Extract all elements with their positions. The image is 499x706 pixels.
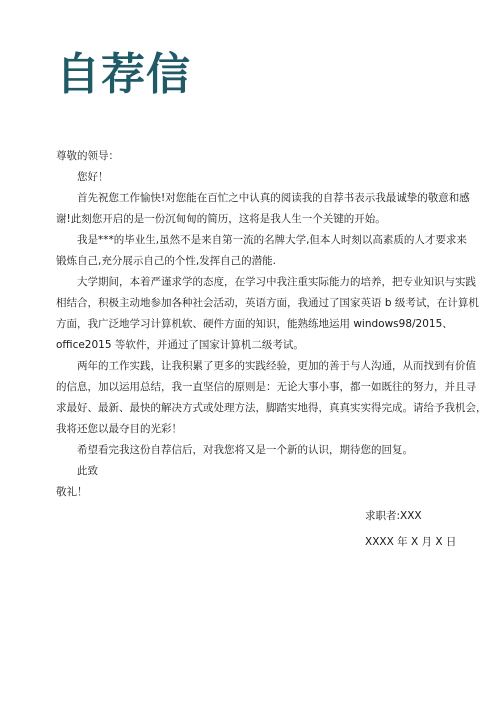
paragraph-4	[56, 356, 487, 440]
letter-body	[56, 146, 487, 503]
signature-date: XXXX 年 X 月 X 日	[365, 536, 457, 548]
paragraph-line: 我是***的毕业生,虽然不是来自第一流的名牌大学,但本人时刻以高素质的人才要求来	[77, 234, 467, 246]
paragraph-line: 求最好、最新、最快的解决方式或处理方法，脚踏实地得，真真实实得完成。请给予我机会，	[56, 402, 487, 414]
salutation: 尊敬的领导：	[56, 150, 119, 162]
paragraph-line: office2015 等软件，并通过了国家计算机二级考试。	[56, 339, 304, 351]
signature-block	[365, 506, 456, 553]
paragraph-5	[56, 440, 448, 461]
paragraph-line: 谢!此刻您开启的是一份沉甸甸的简历，这将是我人生一个关键的开始。	[56, 213, 386, 225]
paragraph-line: 大学期间，本着严谨求学的态度，在学习中我注重实际能力的培养，把专业知识与实践	[77, 276, 476, 288]
paragraph-line: 希望看完我这份自荐信后，对我您将又是一个新的认识，期待您的回复。	[77, 444, 413, 456]
page-title: 自荐信	[56, 49, 191, 100]
paragraph-3	[56, 272, 479, 356]
paragraph-line: 首先祝您工作愉快!对您能在百忙之中认真的阅读我的自荐书表示我最诚挚的敬意和感	[77, 192, 470, 204]
paragraph-line: 锻炼自己,充分展示自己的个性,发挥自己的潜能.	[56, 255, 277, 267]
paragraph-line: 相结合，积极主动地参加各种社会活动，英语方面，我通过了国家英语 b 级考试，在计算机	[56, 297, 479, 309]
paragraph-1	[56, 188, 470, 230]
paragraph-line: 方面，我广泛地学习计算机软、硬件方面的知识，能熟练地运用 windows98/2015、	[56, 318, 453, 330]
regards: 敬礼！	[56, 486, 88, 498]
paragraph-2	[56, 230, 467, 272]
paragraph-line: 的信息，加以运用总结，我一直坚信的原则是：无论大事小事，都一如既往的努力，并且寻	[56, 381, 476, 393]
greeting: 您好！	[77, 171, 109, 183]
paragraph-line: 我将还您以最夺目的光彩！	[56, 423, 182, 435]
closing: 此致	[77, 465, 98, 477]
signature-name: 求职者:XXX	[365, 510, 422, 522]
paragraph-line: 两年的工作实践，让我积累了更多的实践经验，更加的善于与人沟通，从而找到有价值	[77, 360, 476, 372]
